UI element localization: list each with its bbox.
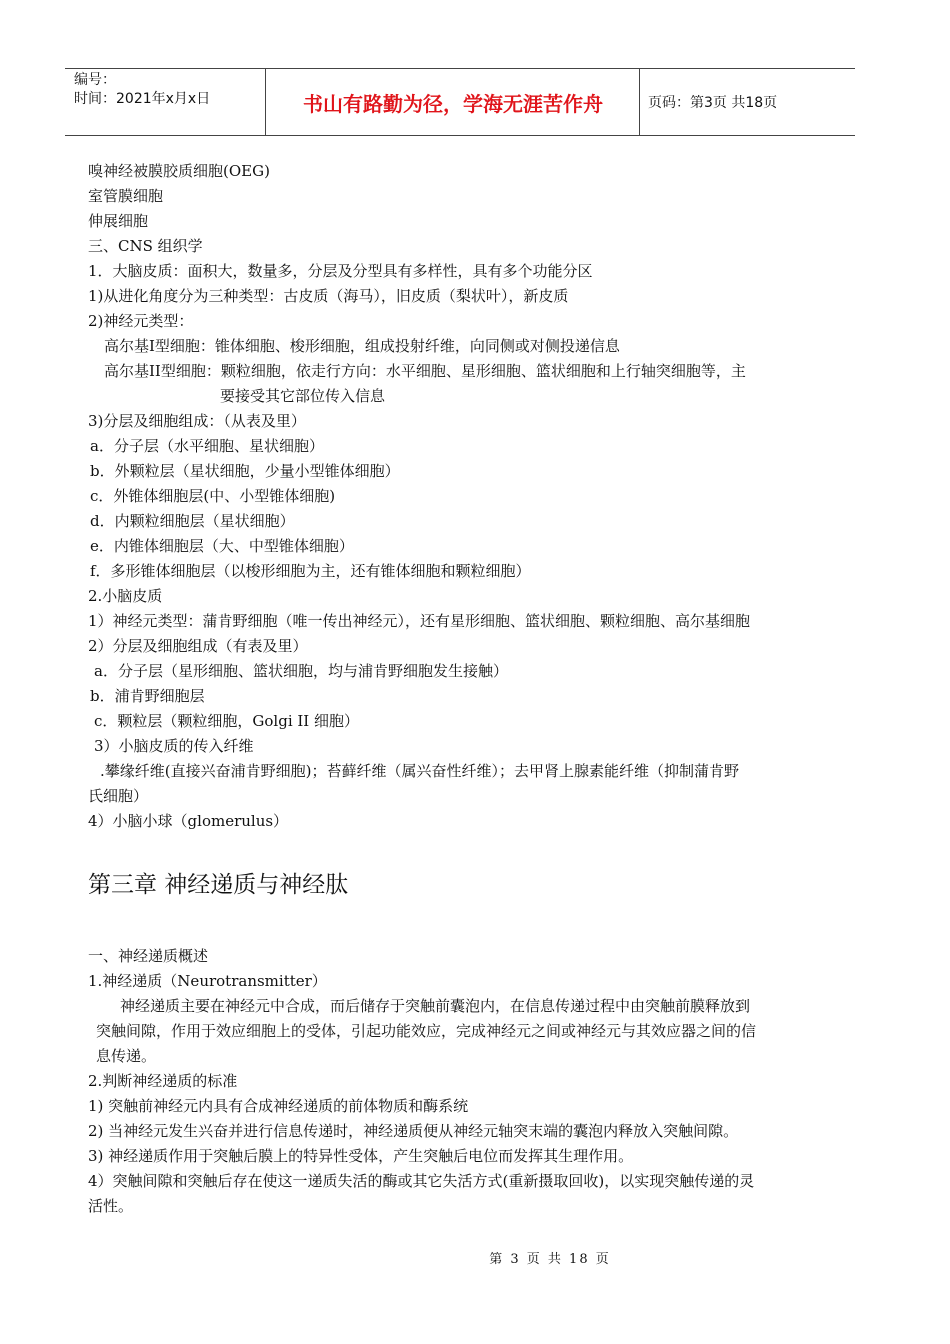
body-line: 1）神经元类型：蒲肯野细胞（唯一传出神经元），还有星形细胞、篮状细胞、颗粒细胞、高尔基细胞: [88, 612, 751, 630]
page-header: [65, 68, 855, 136]
chapter-title: 第三章 神经递质与神经肽: [88, 872, 349, 898]
body-line: 神经递质主要在神经元中合成，而后储存于突触前囊泡内，在信息传递过程中由突触前膜释放到: [120, 997, 751, 1015]
section-heading: 一、神经递质概述: [88, 947, 209, 965]
body-line: 2.小脑皮质: [88, 587, 163, 605]
list-item: a．分子层（星形细胞、篮状细胞，均与浦肯野细胞发生接触）: [94, 662, 508, 680]
list-item: c．颗粒层（颗粒细胞，Golgi II 细胞）: [94, 712, 359, 730]
body-line: 2)神经元类型：: [88, 312, 194, 330]
document-number-label: 编号：: [74, 72, 116, 88]
list-item: d．内颗粒细胞层（星状细胞）: [90, 512, 295, 530]
document-time-label: 时间：2021年x月x日: [74, 91, 211, 107]
header-meta: [74, 71, 210, 109]
body-line: 1) 突触前神经元内具有合成神经递质的前体物质和酶系统: [88, 1097, 469, 1115]
body-line: 要接受其它部位传入信息: [220, 387, 386, 405]
body-line: 伸展细胞: [88, 212, 149, 230]
body-line: 1．大脑皮质：面积大，数量多，分层及分型具有多样性，具有多个功能分区: [88, 262, 593, 280]
body-line: 高尔基I型细胞：锥体细胞、梭形细胞，组成投射纤维，向同侧或对侧投递信息: [104, 337, 620, 355]
list-item: b．浦肯野细胞层: [90, 687, 205, 705]
body-line: 3）小脑皮质的传入纤维: [94, 737, 254, 755]
list-item: a．分子层（水平细胞、星状细胞）: [90, 437, 324, 455]
page-footer: 第 3 页 共 18 页: [489, 1252, 611, 1267]
body-line: 2.判断神经递质的标准: [88, 1072, 238, 1090]
body-line: 3) 神经递质作用于突触后膜上的特异性受体，产生突触后电位而发挥其生理作用。: [88, 1147, 634, 1165]
header-motto: 书山有路勤为径，学海无涯苦作舟: [303, 91, 603, 116]
body-line: 4）突触间隙和突触后存在使这一递质失活的酶或其它失活方式(重新摄取回收)，以实现突触传递的灵: [88, 1172, 755, 1190]
header-page-label: 页码：第3页 共18页: [648, 95, 778, 111]
list-item: b．外颗粒层（星状细胞，少量小型锥体细胞）: [90, 462, 400, 480]
body-line: 2) 当神经元发生兴奋并进行信息传递时，神经递质便从神经元轴突末端的囊泡内释放入突触间隙。: [88, 1122, 739, 1140]
body-line: 1.神经递质（Neurotransmitter）: [88, 972, 327, 990]
list-item: c．外锥体细胞层(中、小型锥体细胞): [90, 487, 336, 505]
body-line: 室管膜细胞: [88, 187, 164, 205]
body-line: 高尔基II型细胞：颗粒细胞，依走行方向：水平细胞、星形细胞、篮状细胞和上行轴突细胞等，主: [104, 362, 746, 380]
header-divider: [639, 69, 640, 135]
body-line: 活性。: [88, 1197, 134, 1215]
body-line: 嗅神经被膜胶质细胞(OEG): [88, 162, 270, 180]
body-line: 氏细胞）: [88, 787, 149, 805]
body-line: 1)从进化角度分为三种类型：古皮质（海马），旧皮质（梨状叶），新皮质: [88, 287, 569, 305]
body-line: 2）分层及细胞组成（有表及里）: [88, 637, 308, 655]
body-line: 3)分层及细胞组成：（从表及里）: [88, 412, 306, 430]
body-line: 息传递。: [96, 1047, 157, 1065]
list-item: f．多形锥体细胞层（以梭形细胞为主，还有锥体细胞和颗粒细胞）: [90, 562, 531, 580]
body-line: .攀缘纤维(直接兴奋浦肯野细胞)；苔藓纤维（属兴奋性纤维）；去甲肾上腺素能纤维（抑制蒲肯野: [100, 762, 739, 780]
list-item: e．内锥体细胞层（大、中型锥体细胞）: [90, 537, 354, 555]
section-heading: 三、CNS 组织学: [88, 237, 203, 255]
body-line: 突触间隙，作用于效应细胞上的受体，引起功能效应，完成神经元之间或神经元与其效应器之间的信: [96, 1022, 757, 1040]
body-line: 4）小脑小球（glomerulus）: [88, 812, 289, 830]
